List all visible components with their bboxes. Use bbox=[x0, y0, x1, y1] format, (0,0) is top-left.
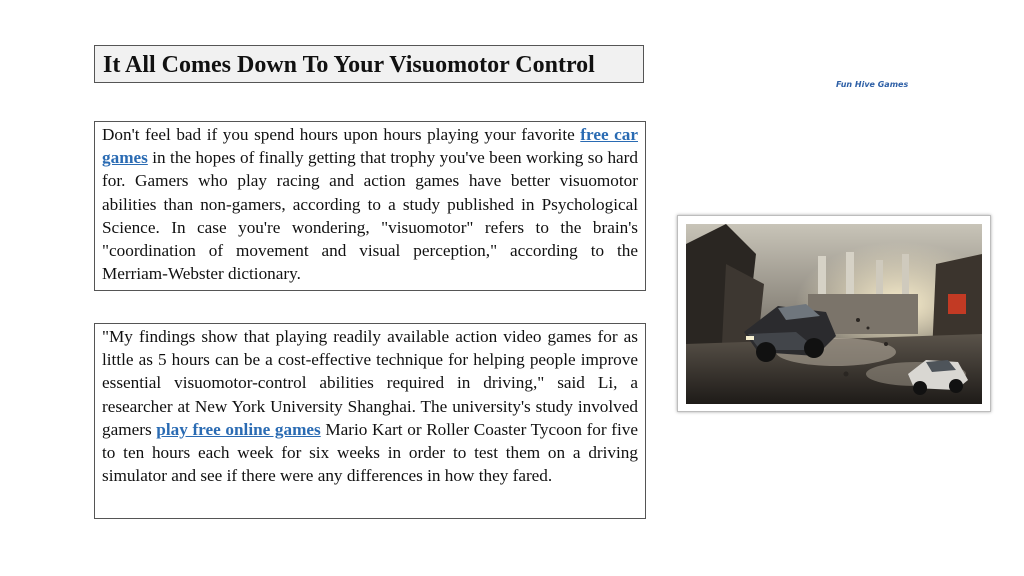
paragraph-1-text-start: Don't feel bad if you spend hours upon hours playing your favorite bbox=[102, 125, 581, 144]
free-car-games-link[interactable]: free car games bbox=[102, 125, 638, 168]
racing-game-image bbox=[686, 224, 982, 404]
brand-logo: Fun Hive Games bbox=[836, 80, 909, 89]
title-box bbox=[94, 45, 644, 83]
slide-title: It All Comes Down To Your Visuomotor Control bbox=[103, 52, 595, 78]
paragraph-2-text-start: "My findings show that playing readily available action video games for as little as 5 hours can be a cost-effective technique for helping people improve essential visuomotor-control abilities required in driving," said Li, a researcher at New York University Shanghai. The university's study involved gamers bbox=[102, 327, 638, 439]
paragraph-box-2 bbox=[94, 323, 646, 519]
paragraph-box-1 bbox=[94, 121, 646, 291]
play-free-online-games-link[interactable]: play free online games bbox=[156, 419, 321, 439]
paragraph-2-text-end: Mario Kart or Roller Coaster Tycoon for five to ten hours each week for six weeks in order to test them on a driving simulator and see if there were any differences in how they fared. bbox=[102, 419, 638, 486]
racing-game-photo-frame bbox=[677, 215, 991, 412]
paragraph-1-text-end: in the hopes of finally getting that trophy you've been working so hard for. Gamers who play racing and action games have better visuomotor abilities than non-gamers, according to a study published in Psychological Science. In case you're wondering, "visuomotor" refers to the brain's "coordination of movement and visual perception," according to the Merriam-Webster dictionary. bbox=[102, 148, 638, 284]
